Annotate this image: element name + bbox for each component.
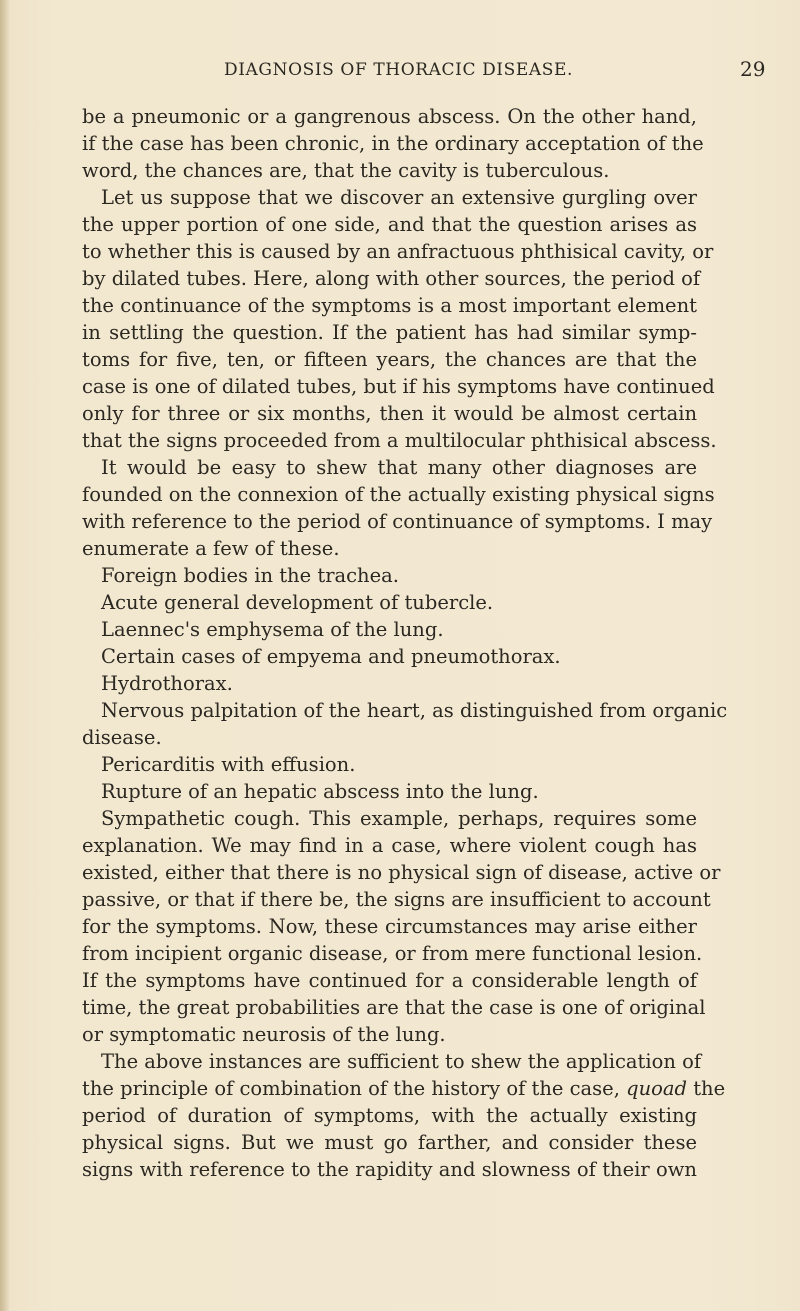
text-line: period of duration of symptoms, with the actually existing: [82, 1104, 697, 1127]
text-line: by dilated tubes. Here, along with other sources, the period of: [82, 267, 701, 290]
text-line: signs with reference to the rapidity and slowness of their own: [82, 1158, 697, 1181]
list-item: Nervous palpitation of the heart, as distinguished from organic: [101, 699, 728, 722]
text-line: word, the chances are, that the cavity is tuberculous.: [82, 159, 610, 182]
list-item: Hydrothorax.: [101, 672, 233, 695]
text-line: that the signs proceeded from a multilocular phthisical abscess.: [82, 429, 717, 452]
text-line: explanation. We may find in a case, where violent cough has: [82, 834, 697, 857]
text-line: case is one of dilated tubes, but if his symptoms have continued: [82, 375, 715, 398]
text-line: Let us suppose that we discover an extensive gurgling over: [101, 186, 697, 209]
text-line: in settling the question. If the patient has had similar symp-: [82, 321, 697, 344]
line-text: the principle of combination of the history of the case,: [82, 1077, 620, 1100]
gutter-shadow: [0, 0, 10, 1311]
text-line: time, the great probabilities are that the case is one of original: [82, 996, 706, 1019]
list-item: Pericarditis with effusion.: [101, 753, 356, 776]
list-item: Laennec's emphysema of the lung.: [101, 618, 444, 641]
list-item: Rupture of an hepatic abscess into the lung.: [101, 780, 539, 803]
text-line: passive, or that if there be, the signs are insufficient to account: [82, 888, 711, 911]
text-line: The above instances are sufficient to shew the application of: [101, 1050, 702, 1073]
text-line: existed, either that there is no physical sign of disease, active or: [82, 861, 721, 884]
text-line: to whether this is caused by an anfractuous phthisical cavity, or: [82, 240, 714, 263]
text-line: If the symptoms have continued for a considerable length of: [82, 969, 697, 992]
latin-phrase: quoad: [626, 1077, 688, 1100]
text-line: for the symptoms. Now, these circumstances may arise either: [82, 915, 697, 938]
page-number: 29: [740, 57, 766, 81]
text-line: the upper portion of one side, and that the question arises as: [82, 213, 697, 236]
body-text: [82, 103, 728, 1183]
text-line: the continuance of the symptoms is a most important element: [82, 294, 697, 317]
list-item: Acute general development of tubercle.: [101, 591, 494, 614]
text-line: only for three or six months, then it would be almost certain: [82, 402, 697, 425]
text-line: from incipient organic disease, or from mere functional lesion.: [82, 942, 703, 965]
line-text: the: [693, 1077, 726, 1100]
text-line: toms for five, ten, or fifteen years, the chances are that the: [82, 348, 697, 371]
text-line: be a pneumonic or a gangrenous abscess. On the other hand,: [82, 105, 697, 128]
text-line: It would be easy to shew that many other diagnoses are: [101, 456, 697, 479]
list-item: Foreign bodies in the trachea.: [101, 564, 399, 587]
text-line: with reference to the period of continuance of symptoms. I may: [82, 510, 713, 533]
text-line: enumerate a few of these.: [82, 537, 340, 560]
text-line: or symptomatic neurosis of the lung.: [82, 1023, 446, 1046]
text-line: [82, 1075, 726, 1102]
text-line: physical signs. But we must go farther, and consider these: [82, 1131, 697, 1154]
list-item: Certain cases of empyema and pneumothorax.: [101, 645, 561, 668]
running-header: DIAGNOSIS OF THORACIC DISEASE.: [224, 60, 574, 80]
text-line: founded on the connexion of the actually existing physical signs: [82, 483, 715, 506]
list-item-continuation: disease.: [82, 726, 162, 749]
text-line: if the case has been chronic, in the ordinary acceptation of the: [82, 132, 704, 155]
list-item: Sympathetic cough. This example, perhaps, requires some: [101, 807, 697, 830]
